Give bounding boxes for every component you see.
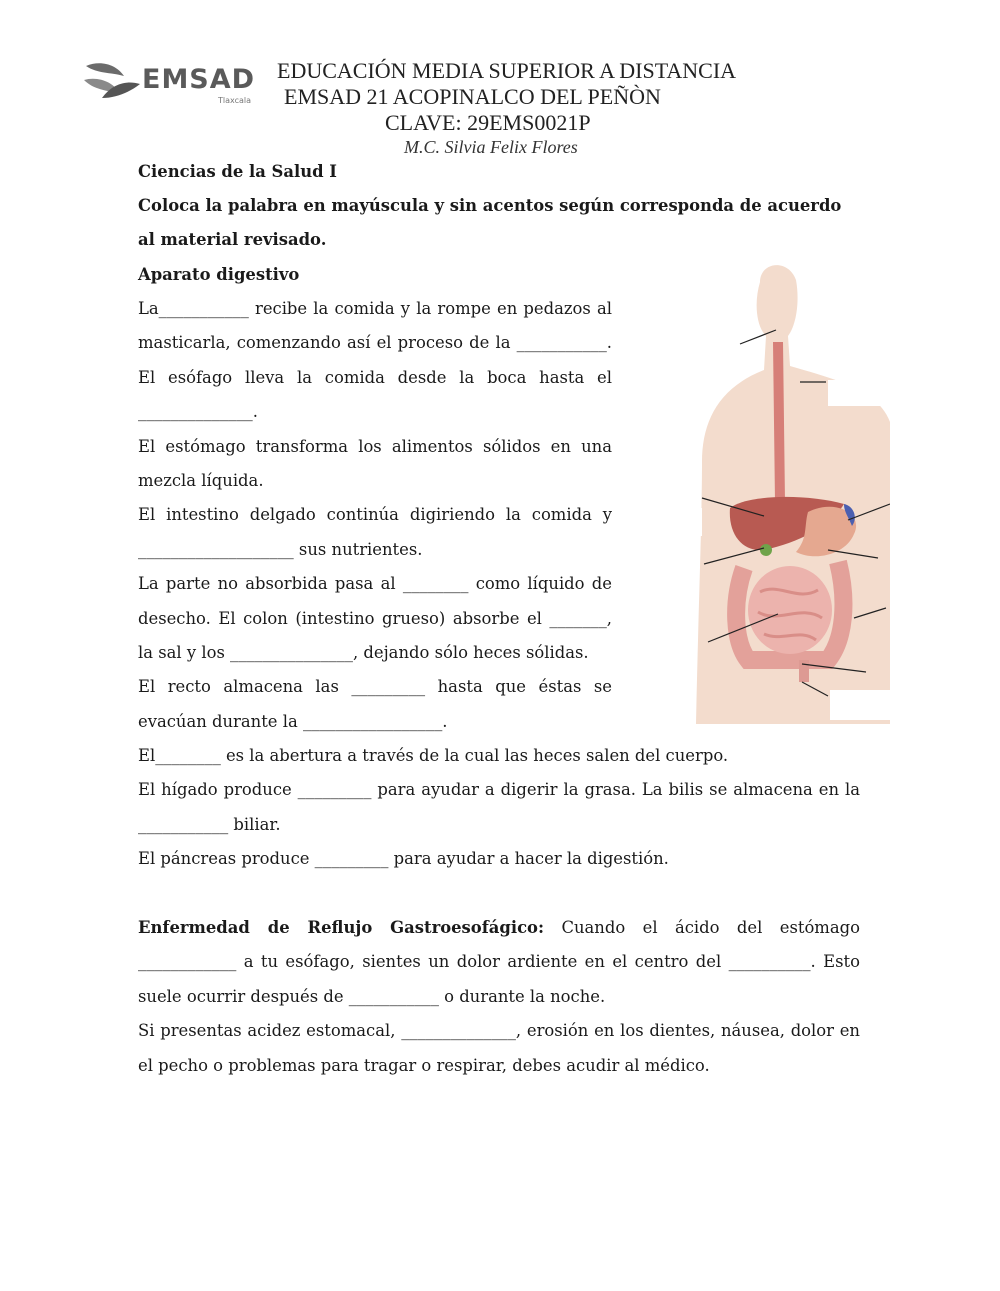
paragraph-anus: El________ es la abertura a través de la cual las heces salen del cuerpo. <box>138 746 729 765</box>
school-name: EMSAD 21 ACOPINALCO DEL PEÑÒN <box>284 84 661 109</box>
author-name: M.C. Silvia Felix Flores <box>404 137 578 157</box>
gallbladder <box>760 544 772 556</box>
emsad-logo <box>80 58 258 110</box>
paragraph-pancreas: El páncreas produce _________ para ayudar a hacer la digestión. <box>138 849 669 869</box>
small-intestine <box>748 566 832 654</box>
paragraph-stomach: El estómago transforma los alimentos sólidos en una mezcla líquida. <box>138 436 612 491</box>
paragraph-rectum: El recto almacena las _________ hasta que éstas se evacúan durante la _________________. <box>138 677 612 731</box>
esophagus <box>778 342 780 502</box>
logo-subtitle: Tlaxcala <box>218 96 252 105</box>
paragraph-colon: La parte no absorbida pasa al ________ como líquido de desecho. El colon (intestino grueso) absorbe el _______, la sal y los _______________, dejando sólo heces sólidas. <box>138 574 612 663</box>
paragraph-liver: El hígado produce _________ para ayudar a digerir la grasa. La bilis se almacena en la ___________ biliar. <box>138 780 860 834</box>
logo-text: EMSAD <box>142 64 256 95</box>
reflux-title: Enfermedad de Reflujo Gastroesofágico: <box>138 918 545 938</box>
paragraph-mouth: La___________ recibe la comida y la rompe en pedazos al masticarla, comenzando así el proceso de la ___________. El esófago lleva la comida desde la boca hasta el ______________. <box>138 299 612 422</box>
reflux-text: Cuando el ácido del estómago ____________ a tu esófago, sientes un dolor ardiente en el centro del __________. Esto suele ocurrir después de ___________ o durante la noche. <box>138 918 860 1006</box>
paragraph-small-intestine: El intestino delgado continúa digiriendo la comida y ___________________ sus nutrientes. <box>138 505 612 559</box>
institution-title: EDUCACIÓN MEDIA SUPERIOR A DISTANCIA <box>277 58 737 83</box>
digestive-system-figure <box>668 262 1000 724</box>
subject-heading: Ciencias de la Salud I <box>138 162 337 181</box>
school-key: CLAVE: 29EMS0021P <box>385 110 591 135</box>
digestive-text-full <box>138 739 860 1083</box>
digestive-text-column <box>138 292 612 739</box>
emsad-leaf-icon <box>80 58 150 108</box>
paragraph-symptoms: Si presentas acidez estomacal, ______________, erosión en los dientes, náusea, dolor en el pecho o problemas para tragar o respirar, debes acudir al médico. <box>138 1021 860 1075</box>
instructions: Coloca la palabra en mayúscula y sin acentos según corresponda de acuerdo al material revisado. <box>138 196 842 250</box>
section-title-digestive: Aparato digestivo <box>138 265 300 284</box>
paragraph-reflux <box>138 911 860 1014</box>
